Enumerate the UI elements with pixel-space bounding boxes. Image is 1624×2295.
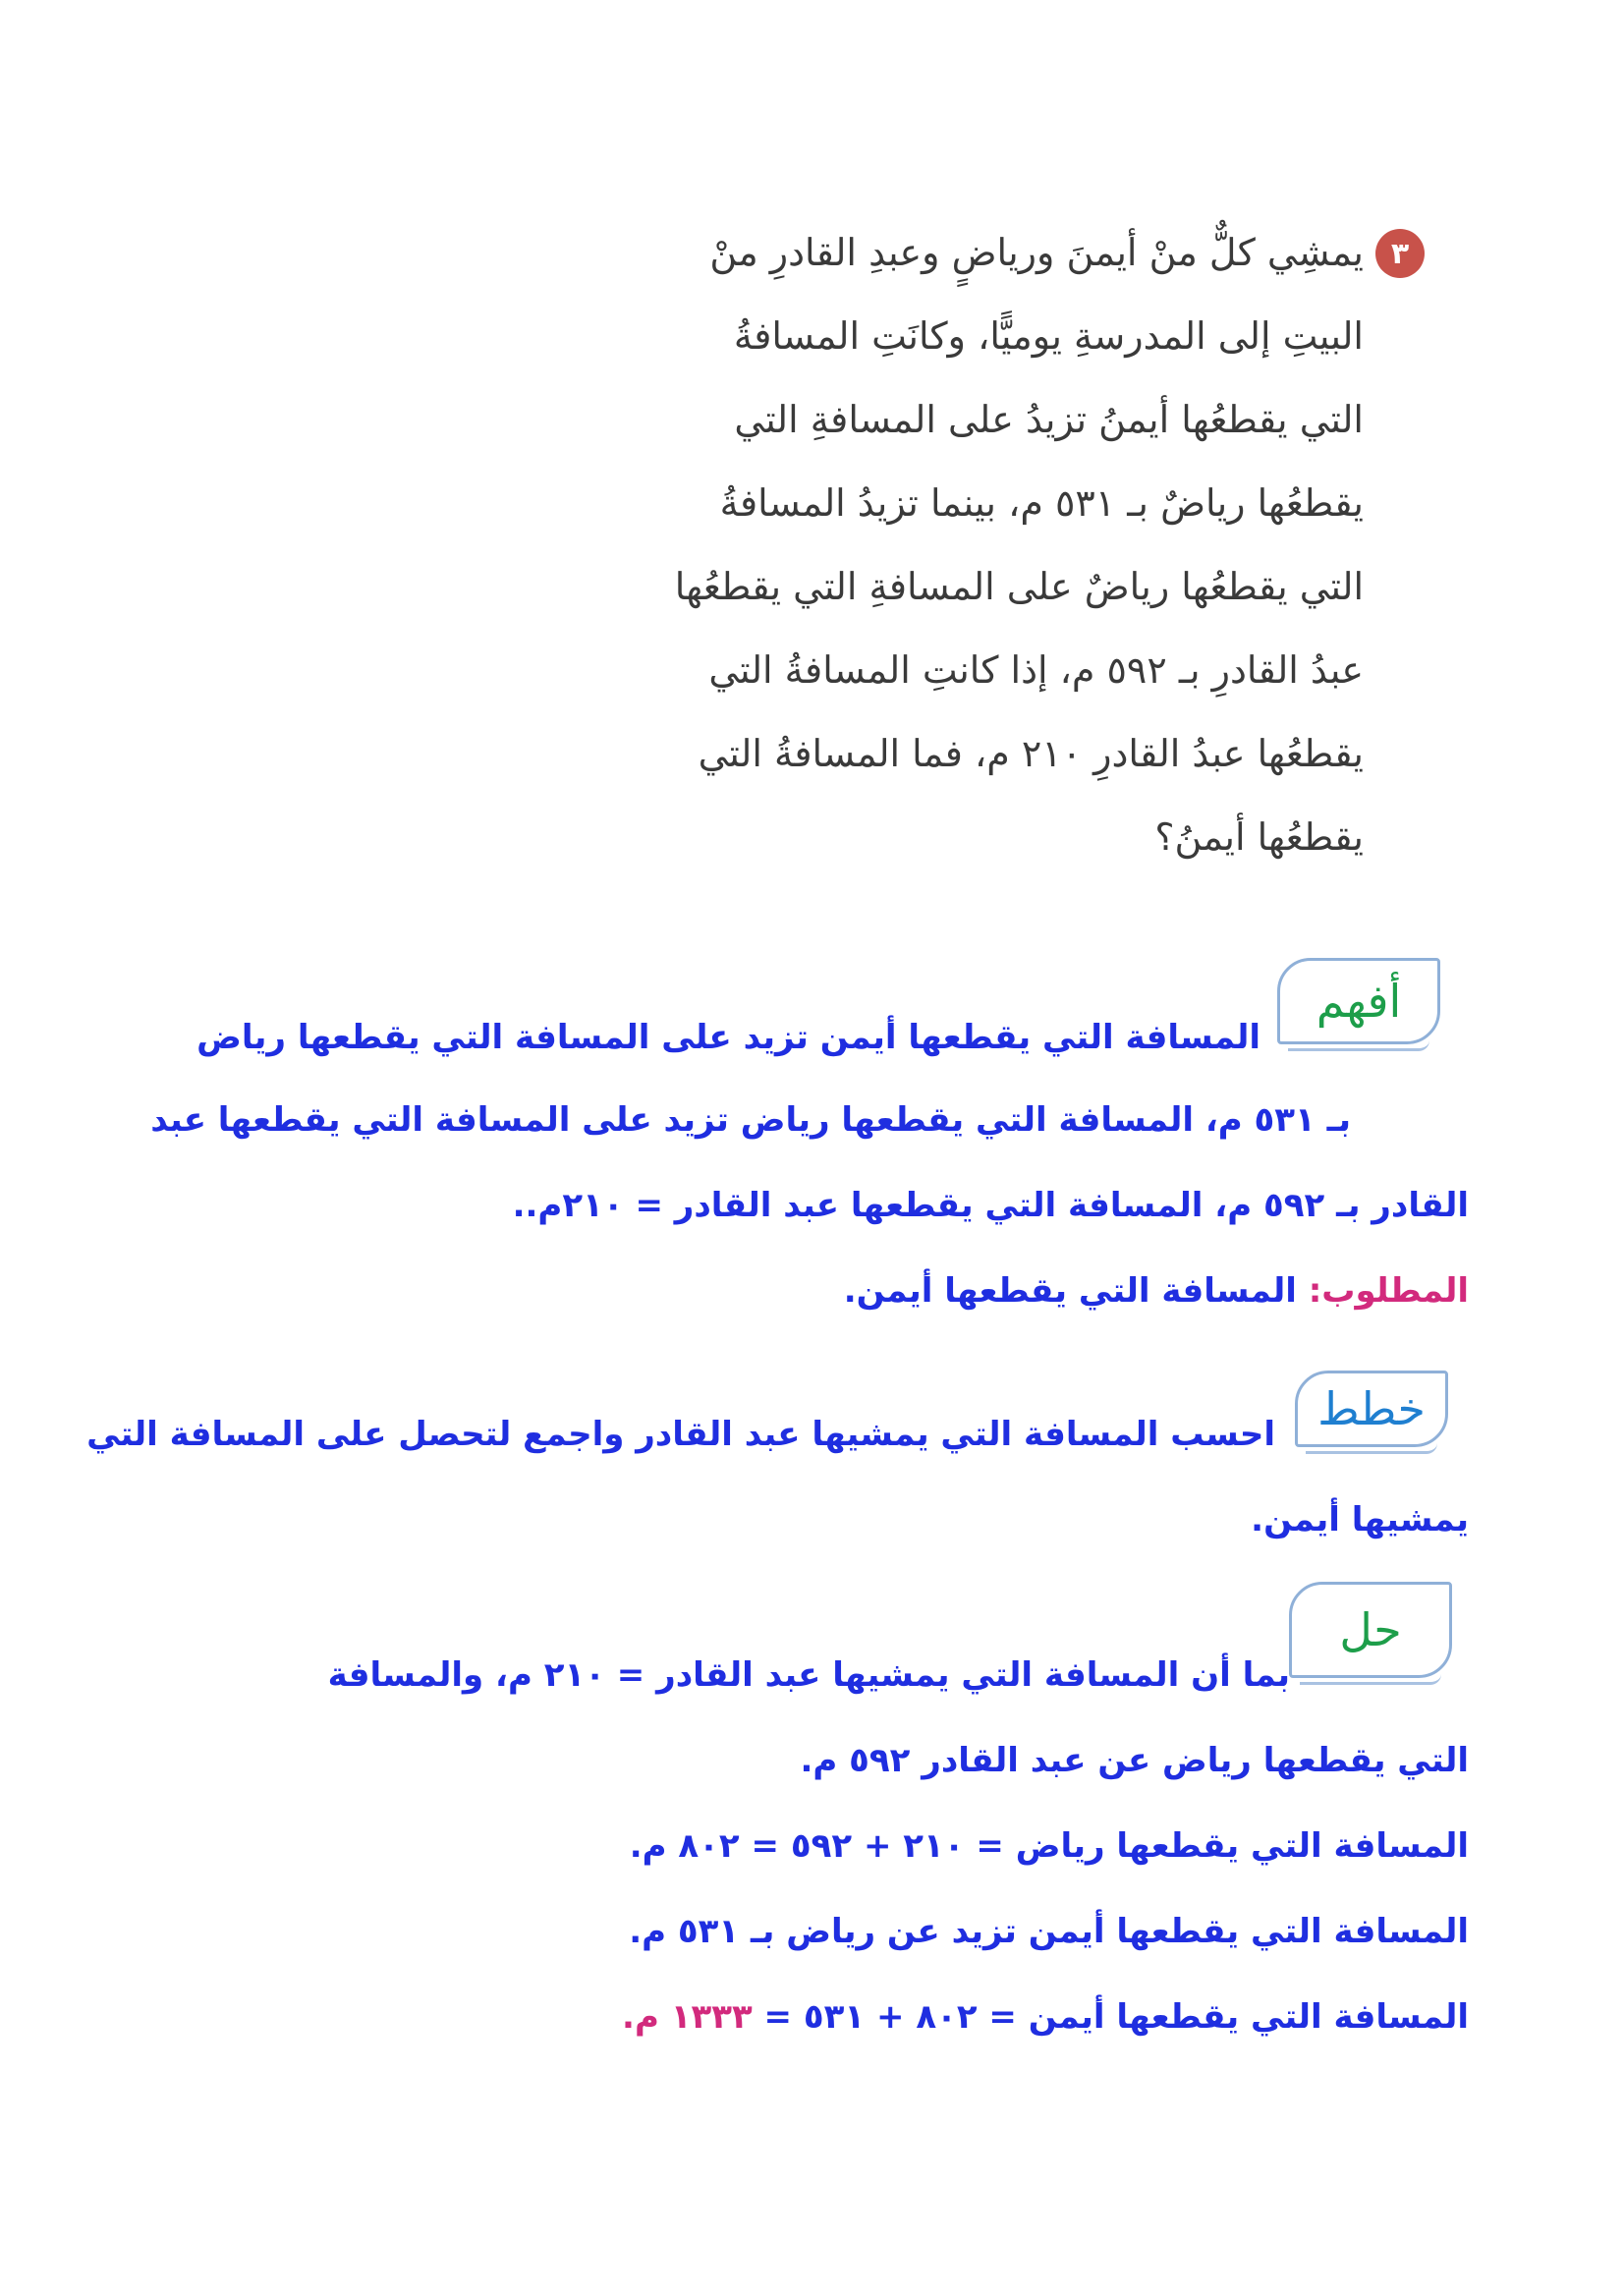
understand-line: المسافة التي يقطعها أيمن تزيد على المسافة التي يقطعها رياض xyxy=(196,1018,1260,1057)
problem-line: البيتِ إلى المدرسةِ يوميًّا، وكانَتِ المسافةُ xyxy=(733,314,1364,358)
understand-tag: أفهم xyxy=(1277,958,1440,1044)
understand-line: القادر بـ ٥٩٢ م، المسافة التي يقطعها عبد القادر = ٢١٠م.. xyxy=(512,1186,1469,1225)
problem-number-badge: ٣ xyxy=(1375,229,1425,278)
problem-line: يقطعُها عبدُ القادرِ ٢١٠ م، فما المسافةُ التي xyxy=(698,732,1364,775)
understand-line: بـ ٥٣١ م، المسافة التي يقطعها رياض تزيد على المسافة التي يقطعها عبد xyxy=(150,1100,1351,1140)
problem-line: التي يقطعُها رياضٌ على المسافةِ التي يقطعُها xyxy=(674,565,1364,608)
final-answer: ١٣٣٣ م. xyxy=(622,1997,753,2037)
final-prefix: المسافة التي يقطعها أيمن = ٨٠٢ + ٥٣١ = xyxy=(752,1997,1469,2037)
problem-line: التي يقطعُها أيمنُ تزيدُ على المسافةِ التي xyxy=(734,398,1364,441)
problem-statement xyxy=(617,211,1410,879)
problem-line: عبدُ القادرِ بـ ٥٩٢ م، إذا كانتِ المسافةُ التي xyxy=(708,648,1364,692)
required-line xyxy=(844,1261,1469,1320)
plan-tag: خطط xyxy=(1295,1371,1448,1447)
required-text: المسافة التي يقطعها أيمن. xyxy=(843,1271,1309,1311)
solve-tag: حل xyxy=(1289,1582,1452,1678)
problem-line: يقطعُها أيمنُ؟ xyxy=(1154,815,1364,859)
problem-line: يمشِي كلٌّ منْ أيمنَ ورياضٍ وعبدِ القادرِ منْ xyxy=(709,231,1364,274)
final-answer-line xyxy=(622,1987,1469,2046)
solve-line: بما أن المسافة التي يمشيها عبد القادر = ٢١٠ م، والمسافة xyxy=(327,1655,1290,1695)
solve-line: المسافة التي يقطعها أيمن تزيد عن رياض بـ ٥٣١ م. xyxy=(629,1912,1469,1951)
plan-line: احسب المسافة التي يمشيها عبد القادر واجمع لتحصل على المسافة التي xyxy=(86,1415,1275,1454)
plan-line: يمشيها أيمن. xyxy=(1251,1500,1469,1539)
required-label: المطلوب: xyxy=(1308,1271,1469,1311)
problem-line: يقطعُها رياضٌ بـ ٥٣١ م، بينما تزيدُ المسافةُ xyxy=(719,481,1364,525)
solve-line: المسافة التي يقطعها رياض = ٢١٠ + ٥٩٢ = ٨٠٢ م. xyxy=(629,1826,1469,1866)
solve-line: التي يقطعها رياض عن عبد القادر ٥٩٢ م. xyxy=(800,1741,1469,1780)
